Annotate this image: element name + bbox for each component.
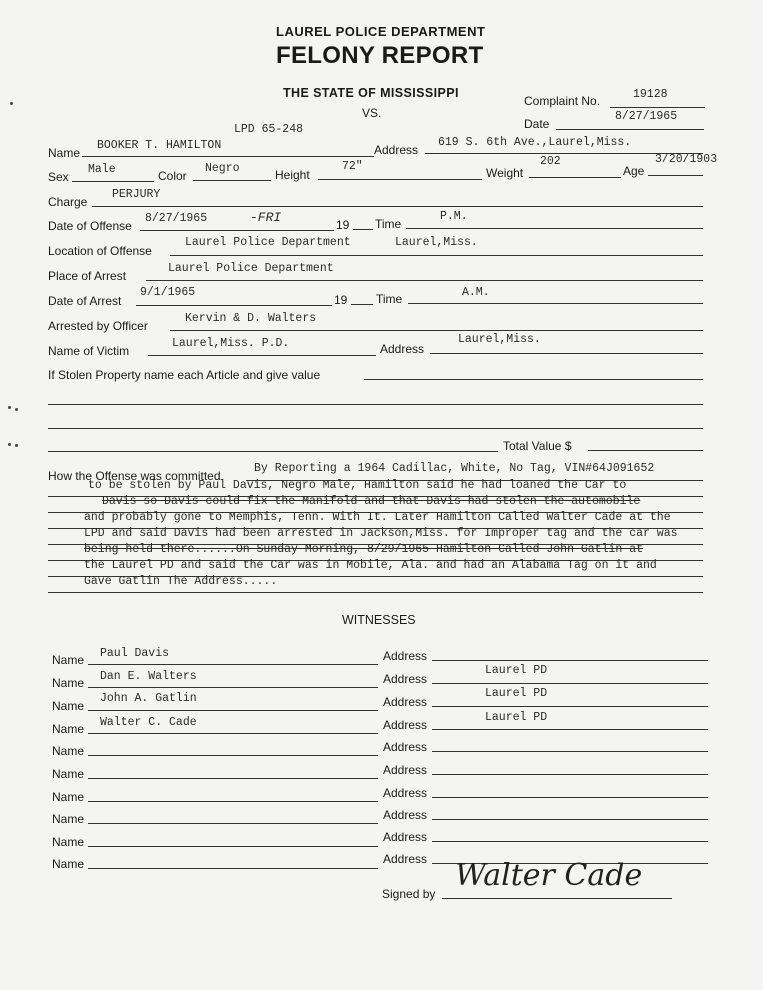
subject-color: Negro xyxy=(205,162,240,175)
witness-address-label: Address xyxy=(383,672,428,686)
witness-address-label: Address xyxy=(383,830,428,844)
witness-address-label: Address xyxy=(383,695,428,709)
witness-name-label: Name xyxy=(52,653,85,667)
department-name: LAUREL POLICE DEPARTMENT xyxy=(276,24,486,39)
arrest-place-label: Place of Arrest xyxy=(48,269,127,283)
date-label: Date xyxy=(524,117,550,131)
witness-address: Laurel PD xyxy=(485,711,548,724)
arrest-year-prefix: 19 xyxy=(334,293,348,307)
charge-label: Charge xyxy=(48,195,88,209)
witness-name-label: Name xyxy=(52,767,85,781)
witness-name-label: Name xyxy=(52,744,85,758)
name-label: Name xyxy=(48,146,81,160)
witness-name: Paul Davis xyxy=(100,647,170,660)
witness-address-label: Address xyxy=(383,808,428,822)
offense-year-prefix: 19 xyxy=(336,218,350,232)
witness-name: Walter C. Cade xyxy=(100,716,197,729)
state-title: THE STATE OF MISSISSIPPI xyxy=(283,86,459,100)
subject-sex: Male xyxy=(88,163,116,176)
witness-address-label: Address xyxy=(383,786,428,800)
witness-address: Laurel PD xyxy=(485,664,548,677)
witness-name-label: Name xyxy=(52,699,85,713)
witness-name-label: Name xyxy=(52,812,85,826)
witness-address-label: Address xyxy=(383,852,428,866)
officer-label: Arrested by Officer xyxy=(48,319,148,333)
signature: Walter Cade xyxy=(455,858,643,893)
victim-address-label: Address xyxy=(380,342,425,356)
narrative-label: How the Offense was committed xyxy=(48,469,221,483)
scan-speck xyxy=(15,408,18,411)
narrative-line: and probably gone to Memphis, Tenn. With It. Later Hamilton Called Walter Cade at the xyxy=(84,511,671,524)
narrative-line: being held there......On Sunday Morning, 8/29/1965 Hamilton Called John Gatlin at xyxy=(84,543,643,556)
address-label: Address xyxy=(374,143,419,157)
offense-time: P.M. xyxy=(440,210,468,223)
age-label: Age xyxy=(623,164,645,178)
narrative-line: LPD and said Davis had been arrested in Jackson,Miss. for Improper tag and the car was xyxy=(84,527,678,540)
scan-speck xyxy=(8,443,11,446)
height-label: Height xyxy=(275,168,310,182)
witness-name-label: Name xyxy=(52,857,85,871)
total-value-label: Total Value $ xyxy=(503,439,572,453)
vs-label: VS. xyxy=(362,106,382,120)
offense-date: 8/27/1965 xyxy=(145,212,208,225)
narrative-line: Davis so Davis could fix the Manifold and that Davis had stolen the automobile xyxy=(102,495,641,508)
arrest-date: 9/1/1965 xyxy=(140,286,196,299)
witness-name: John A. Gatlin xyxy=(100,692,197,705)
witness-name-label: Name xyxy=(52,790,85,804)
form-title: FELONY REPORT xyxy=(276,42,484,69)
arrest-place: Laurel Police Department xyxy=(168,262,334,275)
sex-label: Sex xyxy=(48,170,69,184)
witnesses-title: WITNESSES xyxy=(342,613,416,627)
offense-location: Laurel Police Department xyxy=(185,236,351,249)
subject-weight: 202 xyxy=(540,155,561,168)
witness-address-label: Address xyxy=(383,718,428,732)
narrative-line: By Reporting a 1964 Cadillac, White, No Tag, VIN#64J091652 xyxy=(254,462,655,475)
subject-address: 619 S. 6th Ave.,Laurel,Miss. xyxy=(438,136,632,149)
witness-name-label: Name xyxy=(52,676,85,690)
property-label: If Stolen Property name each Article and give value xyxy=(48,368,321,382)
subject-name: BOOKER T. HAMILTON xyxy=(97,139,222,152)
victim-address: Laurel,Miss. xyxy=(458,333,541,346)
witness-name-label: Name xyxy=(52,835,85,849)
witness-name-label: Name xyxy=(52,722,85,736)
signed-by-label: Signed by xyxy=(382,887,436,901)
offense-time-label: Time xyxy=(375,217,402,231)
scan-speck xyxy=(10,102,13,105)
witness-address: Laurel PD xyxy=(485,687,548,700)
charge-value: PERJURY xyxy=(112,188,161,201)
arrest-time: A.M. xyxy=(462,286,490,299)
offense-day-note: -FRI xyxy=(250,210,282,225)
location-label: Location of Offense xyxy=(48,244,152,258)
narrative-line: to be stolen by Paul Davis, Negro Male, Hamilton said he had loaned the Car to xyxy=(88,479,627,492)
complaint-label: Complaint No. xyxy=(524,94,601,108)
arrest-time-label: Time xyxy=(376,292,403,306)
color-label: Color xyxy=(158,169,187,183)
offense-location-city: Laurel,Miss. xyxy=(395,236,478,249)
complaint-number: 19128 xyxy=(633,88,668,101)
lpd-number: LPD 65-248 xyxy=(234,123,304,136)
subject-age: 3/20/1903 xyxy=(655,153,718,166)
offense-date-label: Date of Offense xyxy=(48,219,132,233)
subject-height: 72" xyxy=(342,160,363,173)
witness-name: Dan E. Walters xyxy=(100,670,197,683)
victim-name: Laurel,Miss. P.D. xyxy=(172,337,290,350)
weight-label: Weight xyxy=(486,166,524,180)
victim-name-label: Name of Victim xyxy=(48,344,130,358)
report-date: 8/27/1965 xyxy=(615,110,678,123)
arrest-date-label: Date of Arrest xyxy=(48,294,122,308)
narrative-line: Gave Gatlin The Address..... xyxy=(84,575,278,588)
scan-speck xyxy=(15,444,18,447)
witness-address-label: Address xyxy=(383,763,428,777)
arresting-officer: Kervin & D. Walters xyxy=(185,312,317,325)
witness-address-label: Address xyxy=(383,649,428,663)
scan-speck xyxy=(8,406,11,409)
narrative-line: the Laurel PD and said the Car was in Mobile, Ala. and had an Alabama Tag on it and xyxy=(84,559,657,572)
witness-address-label: Address xyxy=(383,740,428,754)
